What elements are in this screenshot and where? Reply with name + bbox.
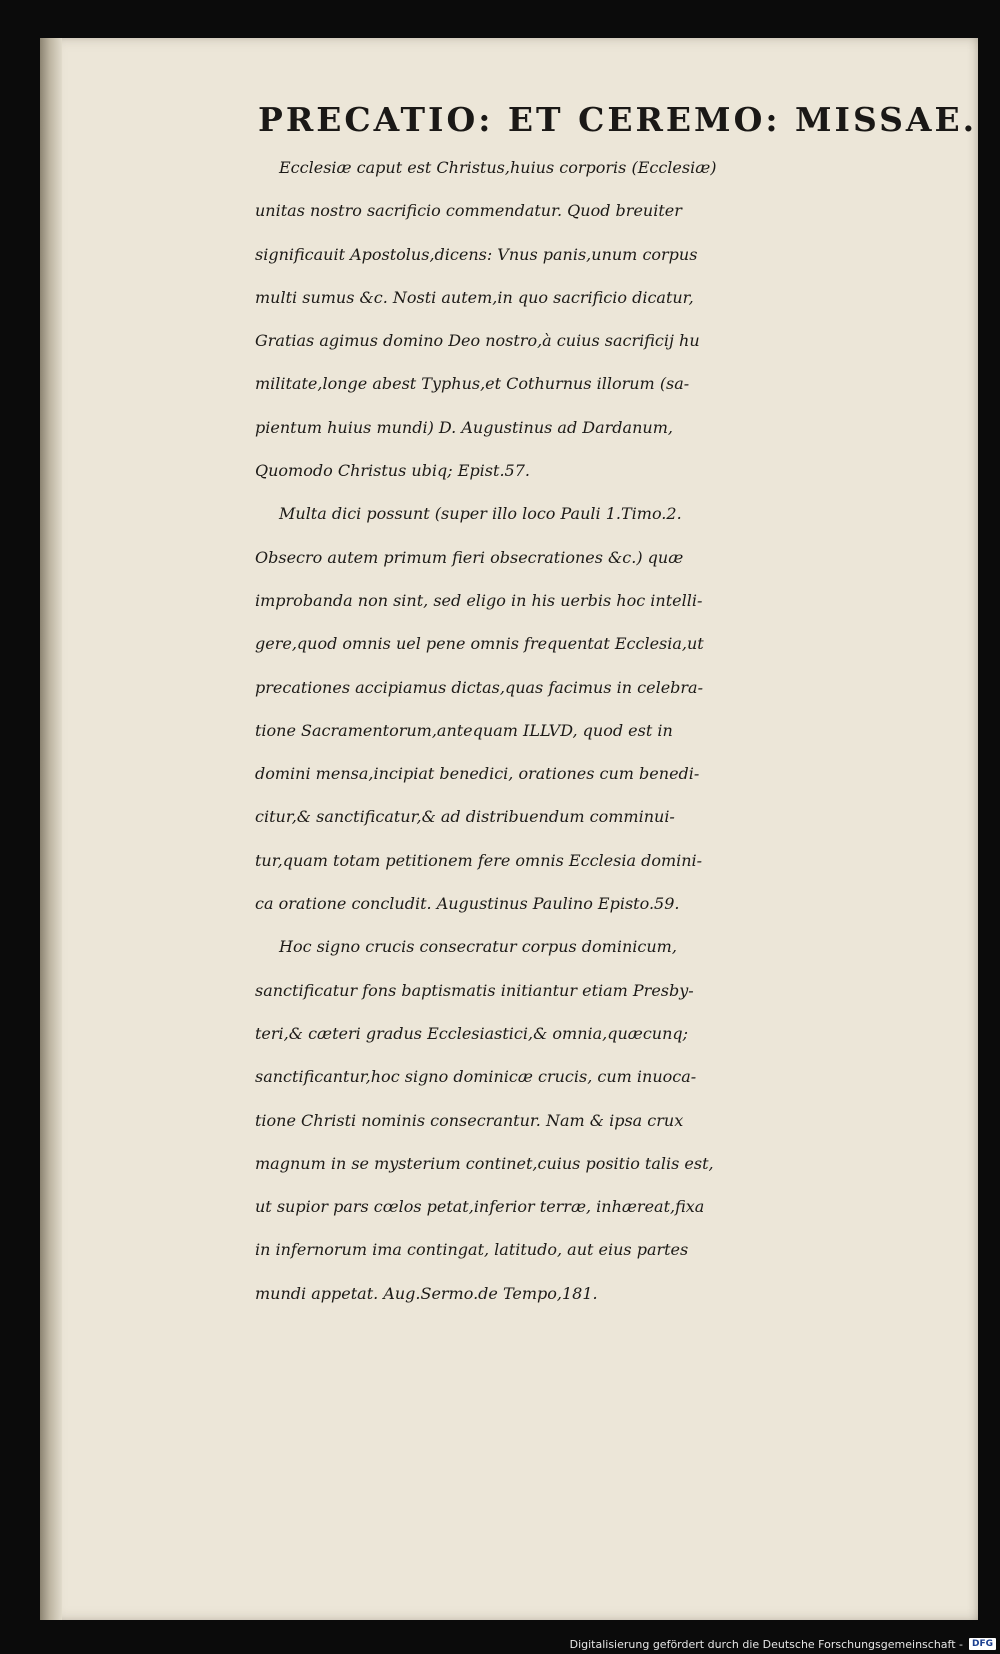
text-line: Obsecro autem primum fieri obsecrationes &c.) quæ <box>255 547 684 567</box>
text-line: teri,& cæteri gradus Ecclesiastici,& omnia,quæcunq; <box>255 1023 689 1043</box>
book-page <box>40 38 978 1620</box>
digitization-credit-bar <box>570 1634 1000 1654</box>
text-line: significauit Apostolus,dicens: Vnus panis,unum corpus <box>255 244 698 264</box>
text-line: unitas nostro sacrificio commendatur. Quod breuiter <box>255 201 682 221</box>
page-gutter <box>40 38 62 1620</box>
dfg-logo: DFG <box>969 1638 996 1650</box>
text-line: Multa dici possunt (super illo loco Pauli 1.Timo.2. <box>279 504 682 524</box>
text-line: militate,longe abest Typhus,et Cothurnus illorum (sa- <box>255 374 690 394</box>
text-line: tur,quam totam petitionem fere omnis Ecclesia domini- <box>255 850 703 870</box>
text-line: magnum in se mysterium continet,cuius positio talis est, <box>255 1153 714 1173</box>
text-line: pientum huius mundi) D. Augustinus ad Dardanum, <box>255 417 673 437</box>
body-text <box>255 146 1000 1315</box>
text-line: Hoc signo crucis consecratur corpus dominicum, <box>279 937 677 957</box>
text-line: sanctificantur,hoc signo dominicæ crucis, cum inuoca- <box>255 1067 697 1087</box>
text-line: Gratias agimus domino Deo nostro,à cuius sacrificij hu <box>255 331 700 351</box>
text-line: gere,quod omnis uel pene omnis frequentat Ecclesia,ut <box>255 634 704 654</box>
text-line: multi sumus &c. Nosti autem,in quo sacrificio dicatur, <box>255 287 694 307</box>
running-head: PRECATIO: ET CEREMO: MISSAE. <box>258 100 978 139</box>
text-line: Ecclesiæ caput est Christus,huius corporis (Ecclesiæ) <box>279 158 717 177</box>
text-line: domini mensa,incipiat benedici, orationes cum benedi- <box>255 764 700 784</box>
text-line: tione Sacramentorum,antequam ILLVD, quod est in <box>255 720 673 740</box>
text-line: precationes accipiamus dictas,quas facimus in celebra- <box>255 677 703 697</box>
text-line: ut supior pars cœlos petat,inferior terræ, inhæreat,fixa <box>255 1197 705 1217</box>
text-line: mundi appetat. Aug.Sermo.de Tempo,181. <box>255 1283 598 1303</box>
digitization-credit: Digitalisierung gefördert durch die Deutsche Forschungsgemeinschaft - <box>569 1637 963 1651</box>
text-line: tione Christi nominis consecrantur. Nam & ipsa crux <box>255 1110 684 1130</box>
text-line: sanctificatur fons baptismatis initiantur etiam Presby- <box>255 980 694 1000</box>
text-line: citur,& sanctificatur,& ad distribuendum comminui- <box>255 807 675 827</box>
text-line: ca oratione concludit. Augustinus Paulino Episto.59. <box>255 894 680 914</box>
text-line: Quomodo Christus ubiq; Epist.57. <box>255 461 530 481</box>
text-line: in infernorum ima contingat, latitudo, aut eius partes <box>255 1240 689 1260</box>
text-line: improbanda non sint, sed eligo in his uerbis hoc intelli- <box>255 590 703 610</box>
